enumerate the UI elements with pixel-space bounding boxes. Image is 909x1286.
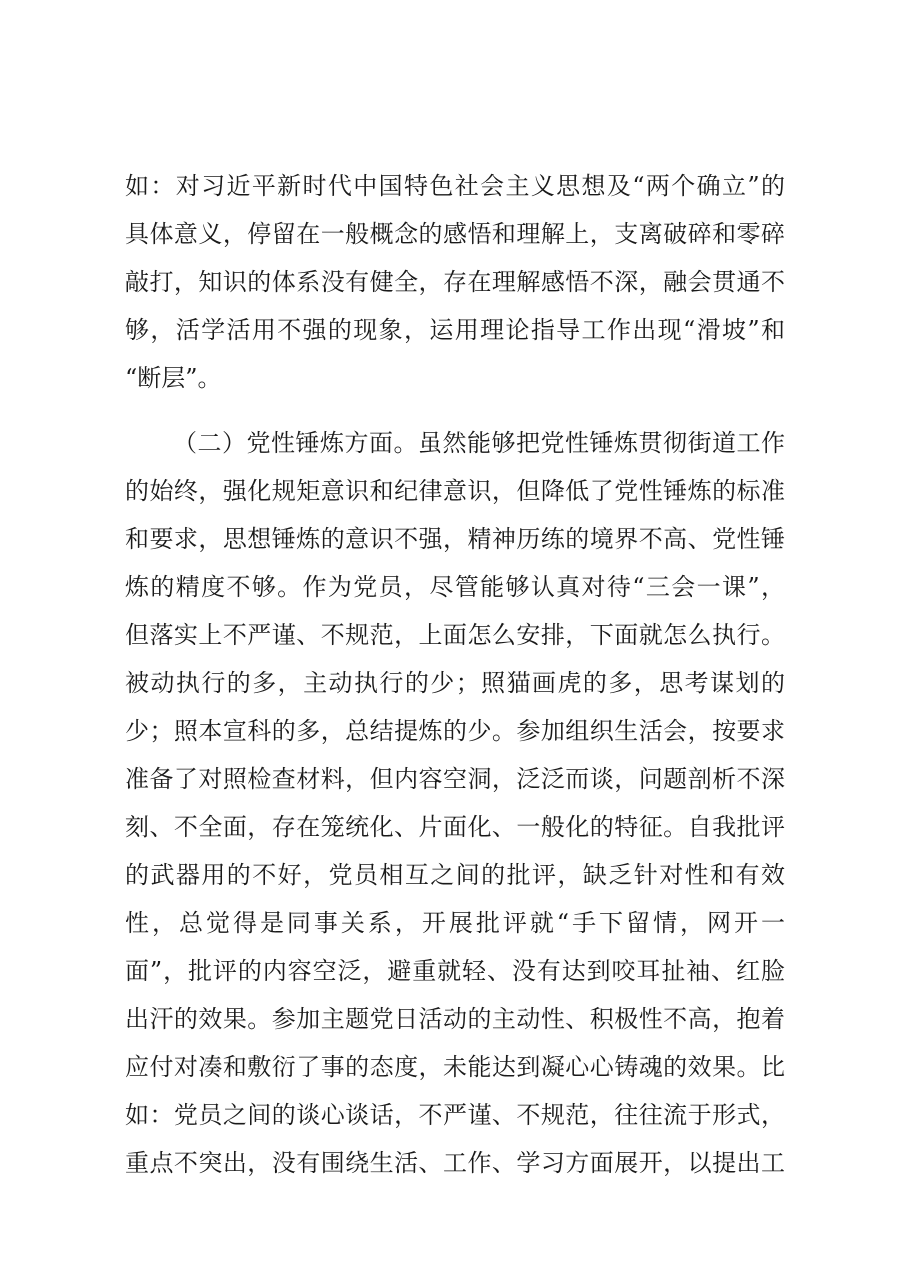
paragraph1-line-1: 如：对习近平新时代中国特色社会主义思想及“两个确立”的 [125, 172, 785, 200]
paragraph2-line-3: 和要求，思想锤炼的意识不强，精神历练的境界不高、党性锤 [125, 525, 785, 553]
paragraph2-line-11: 性，总觉得是同事关系，开展批评就“手下留情，网开一 [125, 909, 785, 937]
paragraph2-line-10: 的武器用的不好，党员相互之间的批评，缺乏针对性和有效 [125, 861, 785, 889]
paragraph1-line-5: “断层”。 [125, 364, 222, 392]
paragraph2-line-15: 如：党员之间的谈心谈话，不严谨、不规范，往往流于形式， [125, 1101, 785, 1129]
paragraph2-line-7: 少；照本宣科的多，总结提炼的少。参加组织生活会，按要求 [125, 717, 785, 745]
paragraph2-line-13: 出汗的效果。参加主题党日活动的主动性、积极性不高，抱着 [125, 1005, 785, 1033]
paragraph1-line-3: 敲打，知识的体系没有健全，存在理解感悟不深，融会贯通不 [125, 268, 785, 296]
paragraph2-line-12: 面”，批评的内容空泛，避重就轻、没有达到咬耳扯袖、红脸 [125, 957, 785, 985]
paragraph2-line-14: 应付对凑和敷衍了事的态度，未能达到凝心心铸魂的效果。比 [125, 1053, 785, 1081]
paragraph2-line-8: 准备了对照检查材料，但内容空洞，泛泛而谈，问题剖析不深 [125, 765, 785, 793]
paragraph2-line-6: 被动执行的多，主动执行的少；照猫画虎的多，思考谋划的 [125, 669, 785, 697]
paragraph1-line-4: 够，活学活用不强的现象，运用理论指导工作出现“滑坡”和 [125, 316, 785, 344]
paragraph2-line-4: 炼的精度不够。作为党员，尽管能够认真对待“三会一课”， [125, 573, 785, 601]
paragraph2-line-16: 重点不突出，没有围绕生活、工作、学习方面展开，以提出工 [125, 1149, 785, 1177]
paragraph2-line-1: （二）党性锤炼方面。虽然能够把党性锤炼贯彻街道工作 [173, 429, 785, 457]
paragraph2-line-2: 的始终，强化规矩意识和纪律意识，但降低了党性锤炼的标准 [125, 477, 785, 505]
paragraph2-line-5: 但落实上不严谨、不规范，上面怎么安排，下面就怎么执行。 [125, 621, 785, 649]
paragraph2-line-9: 刻、不全面，存在笼统化、片面化、一般化的特征。自我批评 [125, 813, 785, 841]
paragraph1-line-2: 具体意义，停留在一般概念的感悟和理解上，支离破碎和零碎 [125, 220, 785, 248]
